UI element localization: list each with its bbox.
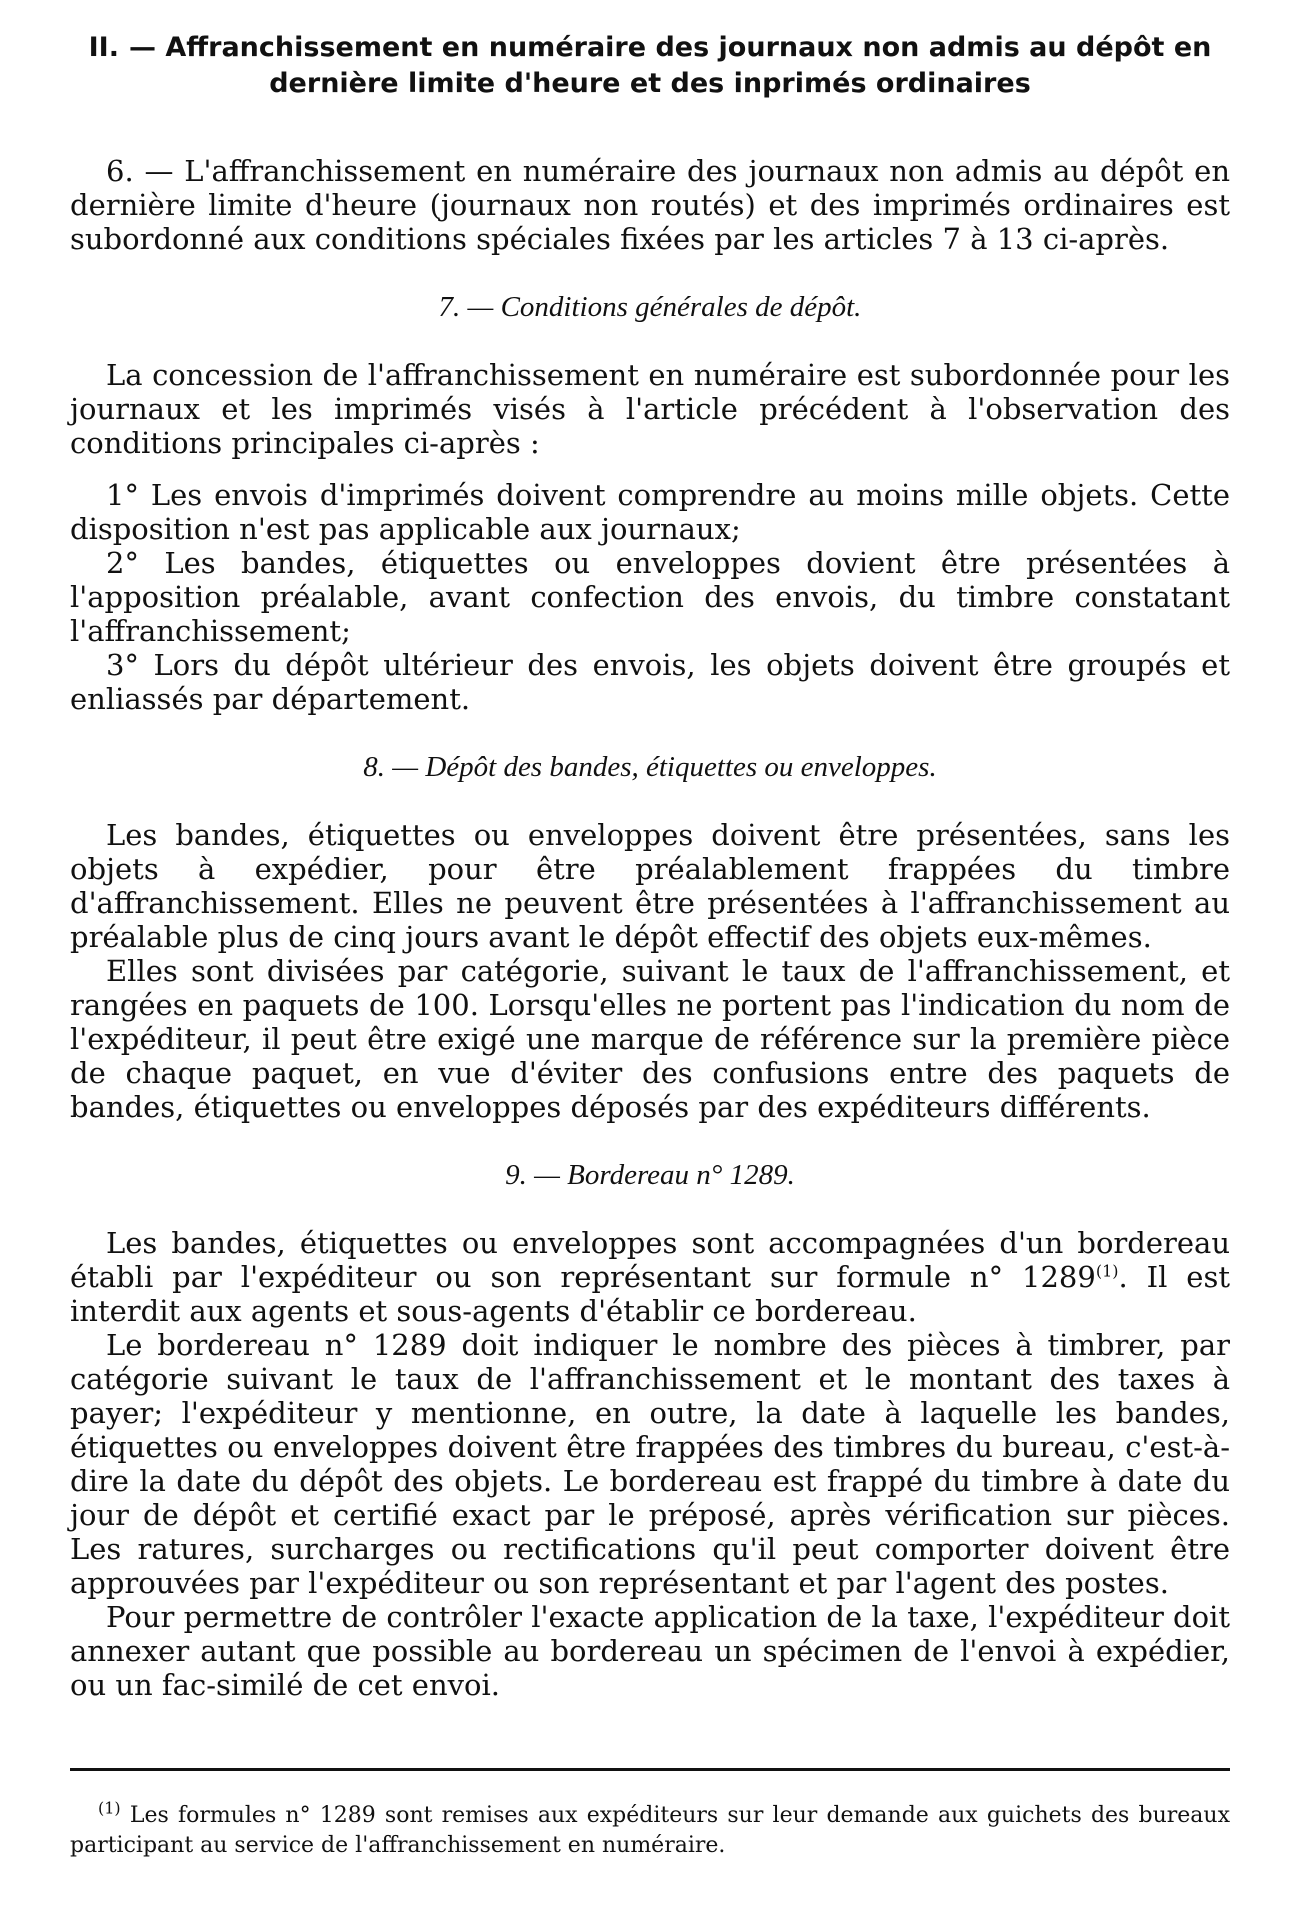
article-7-item-2: 2° Les bandes, étiquettes ou enveloppes dovient être présentées à l'apposition préalable, avant confection des envois, du timbre constatant l'affranchissement; bbox=[70, 546, 1230, 648]
chapter-heading bbox=[70, 30, 1230, 102]
article-9-paragraph-2: Le bordereau n° 1289 doit indiquer le nombre des pièces à timbrer, par catégorie suivant le taux de l'affranchissement et le montant des taxes à payer; l'expéditeur y mentionne, en outre, la date à laquelle les bandes, étiquettes ou enveloppes doivent être frappées des timbres du bureau, c'est-à-dire la date du dépôt des objets. Le bordereau est frappé du timbre à date du jour de dépôt et certifié exact par le préposé, après vérification sur pièces. Les ratures, surcharges ou rectifications qu'il peut comporter doivent être approuvées par l'expéditeur ou son représentant et par l'agent des postes. bbox=[70, 1328, 1230, 1600]
article-8-paragraph-2: Elles sont divisées par catégorie, suivant le taux de l'affranchissement, et rangées en paquets de 100. Lorsqu'elles ne portent pas l'indication du nom de l'expéditeur, il peut être exigé une marque de référence sur la première pièce de chaque paquet, en vue d'éviter des confusions entre des paquets de bandes, étiquettes ou enveloppes déposés par des expéditeurs différents. bbox=[70, 954, 1230, 1124]
footnote-divider bbox=[70, 1768, 1230, 1771]
article-8-paragraph-1: Les bandes, étiquettes ou enveloppes doivent être présentées, sans les objets à expédier, pour être préalablement frappées du timbre d'affranchissement. Elles ne peuvent être présentées à l'affranchissement au préalable plus de cinq jours avant le dépôt effectif des objets eux-mêmes. bbox=[70, 818, 1230, 954]
footnote bbox=[70, 1798, 1231, 1861]
article-9 bbox=[70, 1158, 1230, 1702]
article-9-paragraph-3: Pour permettre de contrôler l'exacte application de la taxe, l'expéditeur doit annexer autant que possible au bordereau un spécimen de l'envoi à expédier, ou un fac-similé de cet envoi. bbox=[70, 1600, 1230, 1702]
article-9-paragraph-1 bbox=[70, 1226, 1230, 1328]
chapter-title: — Affranchissement en numéraire des journaux non admis au dépôt en dernière limite d'heure et des inprimés ordinaires bbox=[128, 32, 1212, 99]
article-8 bbox=[70, 750, 1230, 1124]
article-9-title: 9. — Bordereau n° 1289. bbox=[505, 1159, 795, 1191]
article-7 bbox=[70, 290, 1230, 716]
article-8-title: 8. — Dépôt des bandes, étiquettes ou enveloppes. bbox=[363, 751, 937, 783]
footnote-reference: (1) bbox=[1095, 1261, 1119, 1281]
chapter-number: II. bbox=[88, 32, 119, 63]
article-6-paragraph: 6. — L'affranchissement en numéraire des journaux non admis au dépôt en dernière limite d'heure (journaux non routés) et des imprimés ordinaires est subordonné aux conditions spéciales fixées par les articles 7 à 13 ci-après. bbox=[70, 154, 1230, 256]
footnote-text: Les formules n° 1289 sont remises aux expéditeurs sur leur demande aux guichets des bureaux participant au service de l'affranchissement en numéraire. bbox=[70, 1803, 1231, 1858]
article-7-item-1: 1° Les envois d'imprimés doivent comprendre au moins mille objets. Cette disposition n'est pas applicable aux journaux; bbox=[70, 478, 1230, 546]
article-7-intro: La concession de l'affranchissement en numéraire est subordonnée pour les journaux et les imprimés visés à l'article précédent à l'observation des conditions principales ci-après : bbox=[70, 358, 1230, 460]
article-7-item-3: 3° Lors du dépôt ultérieur des envois, les objets doivent être groupés et enliassés par département. bbox=[70, 648, 1230, 716]
article-7-title: 7. — Conditions générales de dépôt. bbox=[438, 291, 862, 323]
article-9-p1-end: . Il est interdit aux agents et sous-agents d'établir ce bordereau. bbox=[70, 1260, 1231, 1328]
footnote-marker: (1) bbox=[98, 1798, 121, 1818]
article-9-p1-start: Les bandes, étiquettes ou enveloppes sont accompagnées d'un bordereau établi par l'expéditeur ou son représentant sur formule n° 1289 bbox=[70, 1226, 1230, 1294]
article-6 bbox=[70, 154, 1230, 256]
document-page bbox=[70, 30, 1230, 1861]
